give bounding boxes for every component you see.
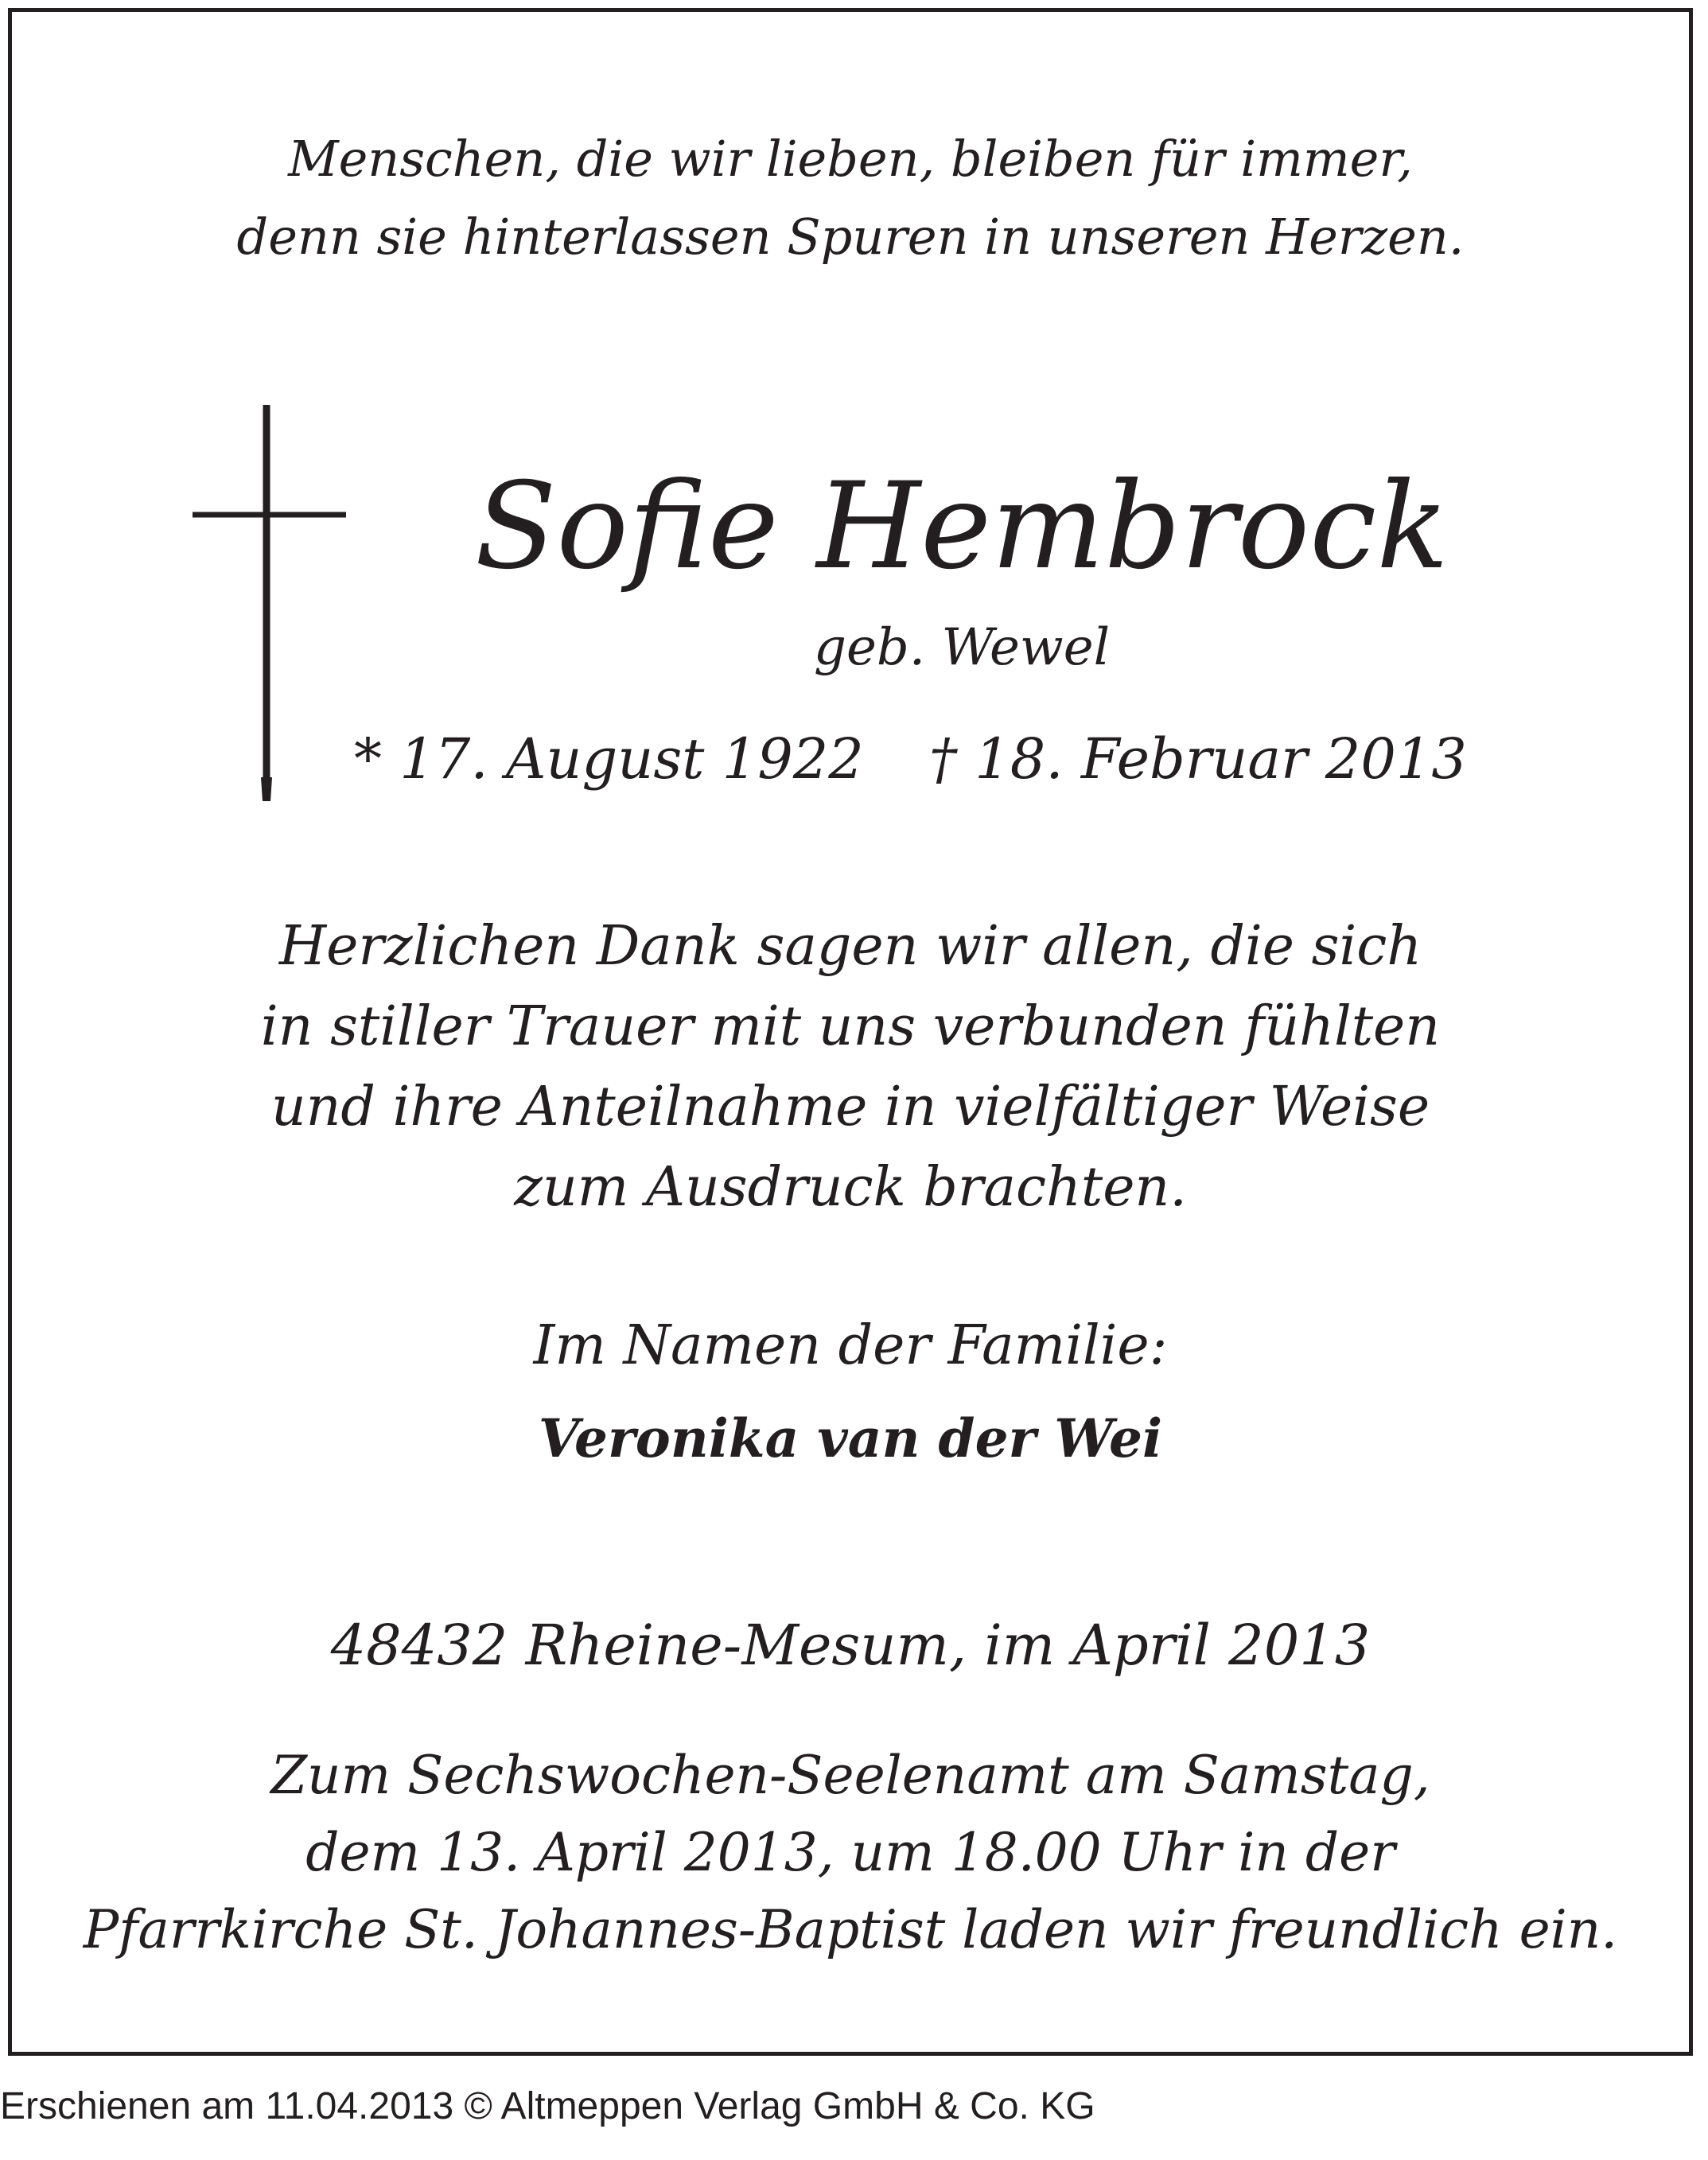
invitation-line-3: Pfarrkirche St. Johannes-Baptist laden wir freundlich ein. [83, 1899, 1618, 1960]
motto-line-1: Menschen, die wir lieben, bleiben für immer, [288, 130, 1413, 188]
deceased-name: Sofie Hembrock [474, 457, 1449, 596]
birth-date: * 17. August 1922 [354, 726, 864, 792]
invitation-line-2: dem 13. April 2013, um 18.00 Uhr in der [305, 1822, 1395, 1883]
motto-line-2: denn sie hinterlassen Spuren in unseren Herzen. [236, 208, 1465, 266]
thanks-line-3: und ihre Anteilnahme in vielfältiger Weise [270, 1076, 1430, 1138]
signer-name: Veronika van der Wei [538, 1407, 1163, 1469]
thanks-line-1: Herzlichen Dank sagen wir allen, die sich [278, 915, 1422, 978]
family-intro: Im Namen der Familie: [533, 1314, 1168, 1377]
thanks-line-4: zum Ausdruck brachten. [514, 1156, 1187, 1219]
publication-footer: Erschienen am 11.04.2013 © Altmeppen Verlag GmbH & Co. KG [0, 2085, 1095, 2127]
death-date: † 18. Februar 2013 [929, 726, 1467, 792]
birth-name: geb. Wewel [813, 618, 1111, 677]
thanks-line-2: in stiller Trauer mit uns verbunden fühlten [260, 995, 1441, 1058]
invitation-line-1: Zum Sechswochen-Seelenamt am Samstag, [270, 1745, 1430, 1806]
obituary-frame [8, 8, 1693, 2056]
place-date: 48432 Rheine-Mesum, im April 2013 [330, 1613, 1371, 1678]
